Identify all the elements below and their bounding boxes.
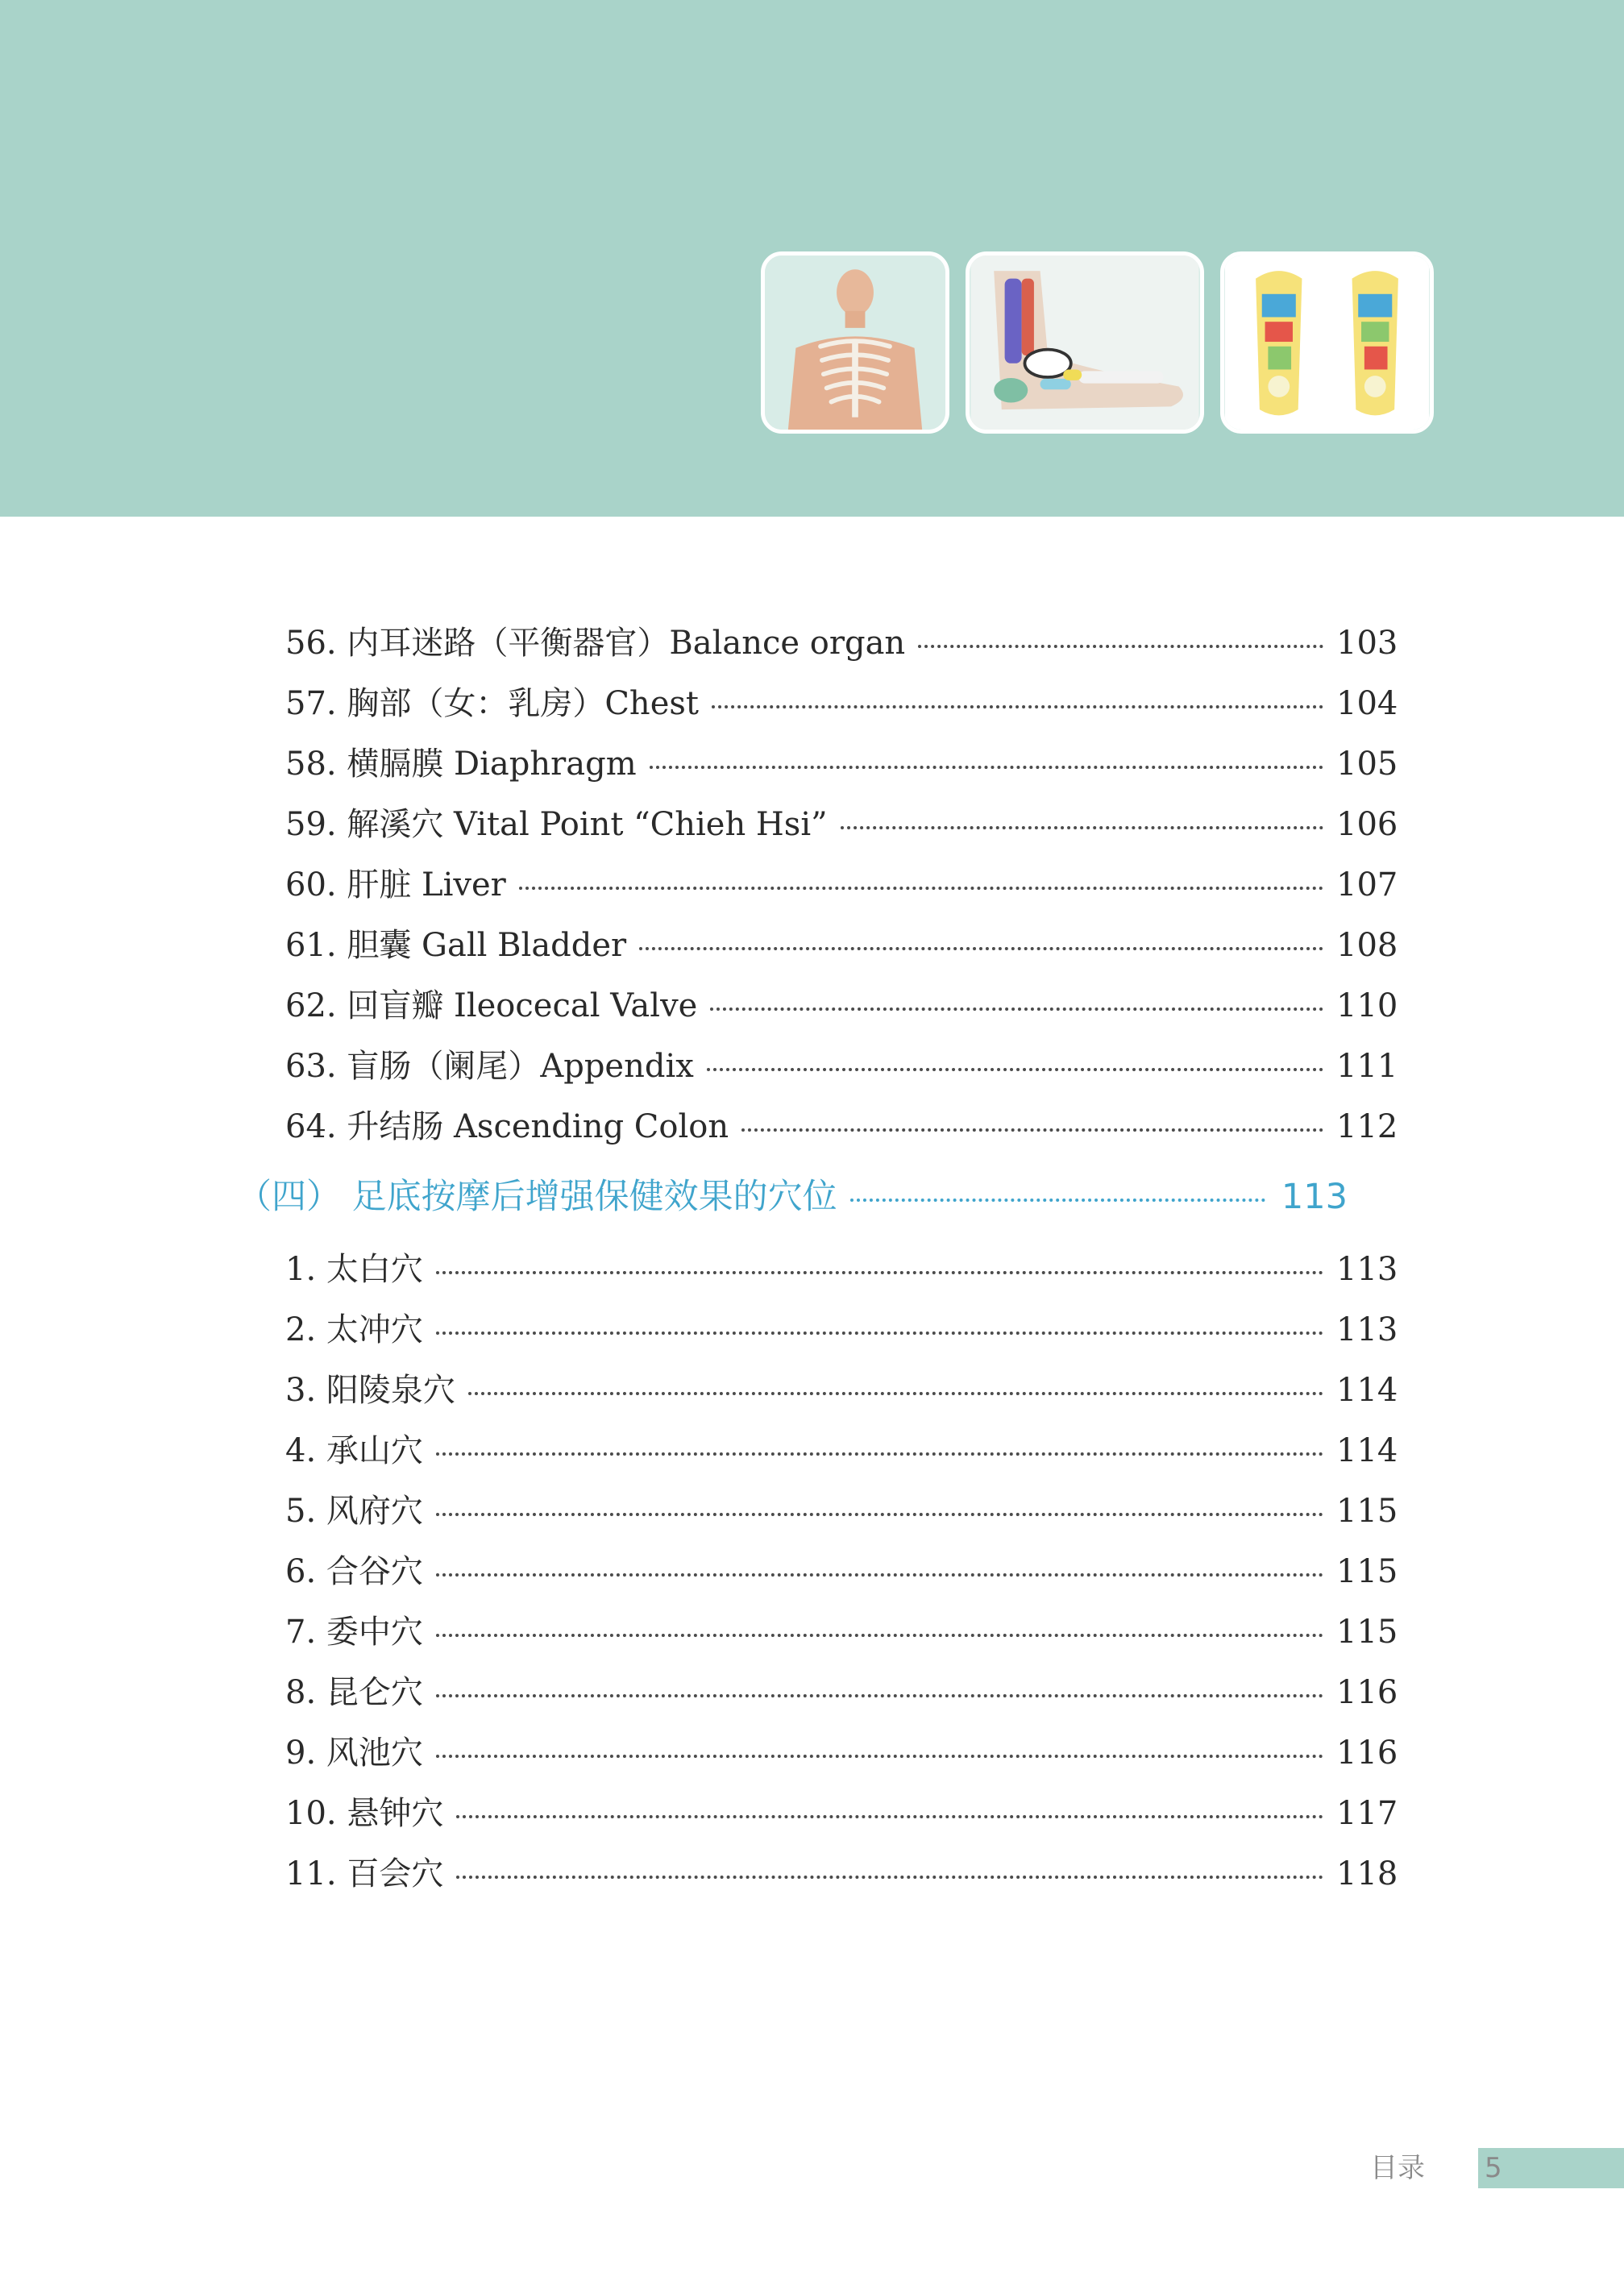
toc-entry[interactable] xyxy=(285,1606,1396,1658)
skeleton-illustration xyxy=(765,256,945,430)
dot-leader xyxy=(436,1634,1323,1637)
dot-leader xyxy=(741,1128,1323,1132)
dot-leader xyxy=(436,1271,1323,1274)
footer-section-label: 目录 xyxy=(1370,2152,1425,2184)
toc-entry-page: 118 xyxy=(1336,1855,1398,1892)
toc-entry-title: 59. 解溪穴 Vital Point “Chieh Hsi” xyxy=(285,806,828,843)
toc-entry[interactable] xyxy=(285,920,1396,971)
toc-entry-page: 113 xyxy=(1336,1311,1398,1348)
toc-entry[interactable] xyxy=(285,738,1396,790)
toc-entry-title: 8. 昆仑穴 xyxy=(285,1674,423,1711)
toc-entry[interactable] xyxy=(285,980,1396,1032)
toc-entry[interactable] xyxy=(285,1848,1396,1900)
footer-page-number: 5 xyxy=(1485,2152,1502,2184)
dot-leader xyxy=(639,947,1323,950)
toc-entry-title: 63. 盲肠（阑尾）Appendix xyxy=(285,1048,694,1085)
dot-leader xyxy=(436,1452,1323,1456)
toc-section-heading[interactable] xyxy=(237,1171,1348,1223)
toc-entry-page: 116 xyxy=(1336,1735,1398,1772)
toc-entry-page: 110 xyxy=(1336,987,1398,1024)
dot-leader xyxy=(436,1332,1323,1335)
toc-entry-title: 2. 太冲穴 xyxy=(285,1311,423,1348)
toc-entry-title: 3. 阳陵泉穴 xyxy=(285,1372,455,1409)
toc-entry[interactable] xyxy=(285,678,1396,729)
dot-leader xyxy=(436,1513,1323,1516)
toc-entry[interactable] xyxy=(285,1244,1396,1295)
toc-entry-title: 9. 风池穴 xyxy=(285,1735,423,1772)
dot-leader xyxy=(456,1815,1323,1818)
toc-entry-title: 60. 肝脏 Liver xyxy=(285,866,506,904)
toc-entry[interactable] xyxy=(285,1101,1396,1153)
toc-entry[interactable] xyxy=(285,1546,1396,1597)
foot-anatomy-illustration xyxy=(970,256,1200,430)
toc-entry[interactable] xyxy=(285,1365,1396,1416)
foot-reflexology-illustration xyxy=(1224,256,1430,430)
toc-entry-title: 10. 悬钟穴 xyxy=(285,1795,444,1832)
skeleton-thumbnail xyxy=(761,251,949,434)
foot-anatomy-thumbnail xyxy=(966,251,1204,434)
toc-entry-page: 115 xyxy=(1336,1493,1398,1530)
dot-leader xyxy=(850,1199,1265,1202)
toc-entry-title: 56. 内耳迷路（平衡器官）Balance organ xyxy=(285,625,906,662)
dot-leader xyxy=(707,1068,1323,1071)
toc-entry-title: 6. 合谷穴 xyxy=(285,1553,423,1590)
toc-section-page: 113 xyxy=(1281,1177,1348,1217)
toc-entry[interactable] xyxy=(285,1485,1396,1537)
dot-leader xyxy=(918,645,1323,648)
toc-entry-page: 114 xyxy=(1336,1432,1398,1469)
toc-entry-title: 61. 胆囊 Gall Bladder xyxy=(285,927,627,964)
toc-entry-page: 112 xyxy=(1336,1108,1398,1145)
toc-entry-page: 105 xyxy=(1336,746,1398,783)
dot-leader xyxy=(650,766,1323,769)
toc-entry[interactable] xyxy=(285,1788,1396,1839)
dot-leader xyxy=(456,1876,1323,1879)
toc-entry-title: 62. 回盲瓣 Ileocecal Valve xyxy=(285,987,698,1024)
toc-entry[interactable] xyxy=(285,1727,1396,1779)
toc-entry-page: 115 xyxy=(1336,1553,1398,1590)
toc-entry-page: 104 xyxy=(1336,685,1398,722)
toc-entry-title: 5. 风府穴 xyxy=(285,1493,423,1530)
toc-entry[interactable] xyxy=(285,859,1396,911)
toc-entry-title: 58. 横膈膜 Diaphragm xyxy=(285,746,637,783)
toc-entry-page: 116 xyxy=(1336,1674,1398,1711)
toc-entry-title: 1. 太白穴 xyxy=(285,1251,423,1288)
toc-entry-page: 113 xyxy=(1336,1251,1398,1288)
dot-leader xyxy=(519,887,1323,890)
toc-entry[interactable] xyxy=(285,1304,1396,1356)
toc-entry-page: 117 xyxy=(1336,1795,1398,1832)
toc-section-title: （四） 足底按摩后增强保健效果的穴位 xyxy=(237,1177,837,1217)
toc-entry-title: 4. 承山穴 xyxy=(285,1432,423,1469)
toc-entry-title: 57. 胸部（女：乳房）Chest xyxy=(285,685,699,722)
dot-leader xyxy=(712,705,1323,708)
toc-entry-title: 64. 升结肠 Ascending Colon xyxy=(285,1108,729,1145)
toc-entry[interactable] xyxy=(285,1667,1396,1718)
toc-entry-page: 106 xyxy=(1336,806,1398,843)
toc-entry[interactable] xyxy=(285,617,1396,669)
dot-leader xyxy=(436,1755,1323,1758)
dot-leader xyxy=(468,1392,1323,1395)
toc-entry-page: 107 xyxy=(1336,866,1398,904)
toc-entry[interactable] xyxy=(285,1041,1396,1092)
toc-entry-title: 7. 委中穴 xyxy=(285,1614,423,1651)
toc-entry-page: 114 xyxy=(1336,1372,1398,1409)
toc-entry-page: 115 xyxy=(1336,1614,1398,1651)
toc-entry-page: 108 xyxy=(1336,927,1398,964)
toc-entry-title: 11. 百会穴 xyxy=(285,1855,444,1892)
dot-leader xyxy=(841,826,1323,829)
toc-entry[interactable] xyxy=(285,1425,1396,1477)
toc-entry-page: 111 xyxy=(1336,1048,1398,1085)
dot-leader xyxy=(436,1694,1323,1697)
dot-leader xyxy=(436,1573,1323,1577)
toc-entry-page: 103 xyxy=(1336,625,1398,662)
foot-reflexology-map-thumbnail xyxy=(1220,251,1434,434)
toc-entry[interactable] xyxy=(285,799,1396,850)
dot-leader xyxy=(710,1007,1323,1011)
